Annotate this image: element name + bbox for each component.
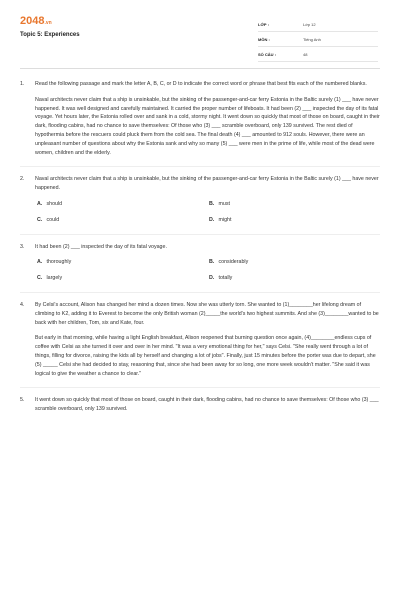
header: [0, 0, 400, 62]
logo-text: 2048: [20, 15, 45, 27]
option-letter: D.: [209, 275, 215, 282]
option-text: largely: [46, 275, 63, 282]
option-letter: A.: [37, 200, 43, 207]
option-letter: D.: [209, 216, 215, 223]
option-text: might: [218, 216, 232, 223]
meta-row-count: [258, 47, 378, 62]
option-letter: A.: [37, 259, 43, 266]
answer-options: [35, 200, 380, 225]
question-number: 4.: [20, 301, 25, 308]
topic-title: Topic 5: Experiences: [20, 32, 80, 38]
question-number: 2.: [20, 176, 25, 183]
meta-key: LỚP :: [258, 21, 269, 27]
answer-option-b[interactable]: [207, 258, 377, 267]
meta-key: SỐ CÂU :: [258, 51, 276, 57]
question-separator: [20, 387, 380, 388]
answer-option-c[interactable]: [35, 216, 207, 225]
option-text: thoroughly: [46, 259, 72, 266]
question-item: [20, 80, 380, 157]
question-stem: By Celsi's account, Alison has changed her mind a dozen times. Now she was utterly torn. She wanted to (1)________her lifelong dream of climbing to K2, adding it to Everest to become the only British woman (2)_____the world's two highest summits. And she (3)________wanted to be back with her children, Tom, six and Kate, four.: [35, 301, 379, 326]
meta-row-subject: [258, 32, 378, 47]
question-number: 5.: [20, 397, 25, 404]
option-letter: C.: [37, 275, 43, 282]
meta-table: [258, 17, 378, 62]
question-separator: [20, 234, 380, 235]
question-item: [20, 243, 380, 283]
answer-option-a[interactable]: [35, 258, 207, 267]
question-stem: It went down so quickly that most of those on board, caught in their dark, flooding cabins, had no chance to save themselves: Of those who (3) ___ scramble overboard, only 139 survived.: [35, 397, 379, 413]
option-text: considerably: [218, 259, 249, 266]
question-stem: Read the following passage and mark the letter A, B, C, or D to indicate the correct word or phrase that best fits each of the numbered blanks.: [35, 81, 367, 87]
answer-option-c[interactable]: [35, 274, 207, 283]
option-text: could: [46, 216, 60, 223]
logo-domain: .vn: [44, 20, 52, 26]
answer-option-d[interactable]: [207, 216, 377, 225]
question-stem: Naval architects never claim that a ship is unsinkable, but the sinking of the passenger-and-car ferry Estonia in the Baltic surely (1) ___ have never happened.: [35, 176, 379, 192]
site-logo[interactable]: [20, 15, 52, 27]
question-item: [20, 175, 380, 224]
meta-value: Tiếng Anh: [303, 36, 321, 42]
answer-option-b[interactable]: [207, 200, 377, 209]
option-text: should: [46, 200, 63, 207]
reading-passage: But early in that morning, while having a light English breakfast, Alison reopened that burning question once again, (4)________endless cups of coffee with Celsi as she turned it over and over in her mind. "It was a very emotional thing for her," says Celsi. "She really went through a lot of things, filling for divorce, raising the kids all by herself and changing a lot of jobs". Finally, just 15 minutes before the porter was due to depart, she (5) _____ Celsi she had decided to stay, reasoning that, since she had been away for so long, one more week wouldn't matter. "She said it was logical to give the weather a chance to clear.": [35, 335, 376, 377]
question-item: [20, 301, 380, 378]
question-number: 3.: [20, 243, 25, 250]
option-letter: B.: [209, 200, 215, 207]
answer-option-d[interactable]: [207, 274, 377, 283]
question-number: 1.: [20, 81, 25, 87]
meta-row-class: [258, 17, 378, 32]
answer-options: [35, 258, 380, 283]
meta-value: 48: [303, 51, 308, 57]
question-list: [20, 80, 380, 421]
answer-option-a[interactable]: [35, 200, 207, 209]
header-divider: [20, 68, 380, 69]
option-text: totally: [218, 275, 233, 282]
question-stem: It had been (2) ___ inspected the day of its fatal voyage.: [35, 243, 167, 250]
question-item: [20, 396, 380, 414]
meta-value: Lớp 12: [303, 21, 316, 27]
question-separator: [20, 166, 380, 167]
option-text: must: [218, 200, 230, 207]
option-letter: C.: [37, 216, 43, 223]
option-letter: B.: [209, 259, 215, 266]
meta-key: MÔN :: [258, 36, 270, 42]
question-separator: [20, 292, 380, 293]
reading-passage: Naval architects never claim that a ship is unsinkable, but the sinking of the passenger-and-car ferry Estonia in the Baltic surely (1) ___ have never happened. It was well designed and carefully maintained. It carried the proper number of lifeboats. It had been (2) ___ inspected the day of its fatal voyage. Yet hours later, the Estonia rolled over and sank in a cold, stormy night. It went down so quickly that most of those on board, caught in their dark, flooding cabins, had no chance to save themselves: Of those who (3) ___ scramble overboard, only 139 survived. The rest died of hypothermia before the rescuers could pluck them from the cold sea. The final death (4) ___ amounted to 912 souls. However, there were an unpleasant number of questions about why the Estonia sank and why so many (5) ___ were men in the prime of life, while most of the dead were women, children and the elderly.: [35, 96, 380, 156]
